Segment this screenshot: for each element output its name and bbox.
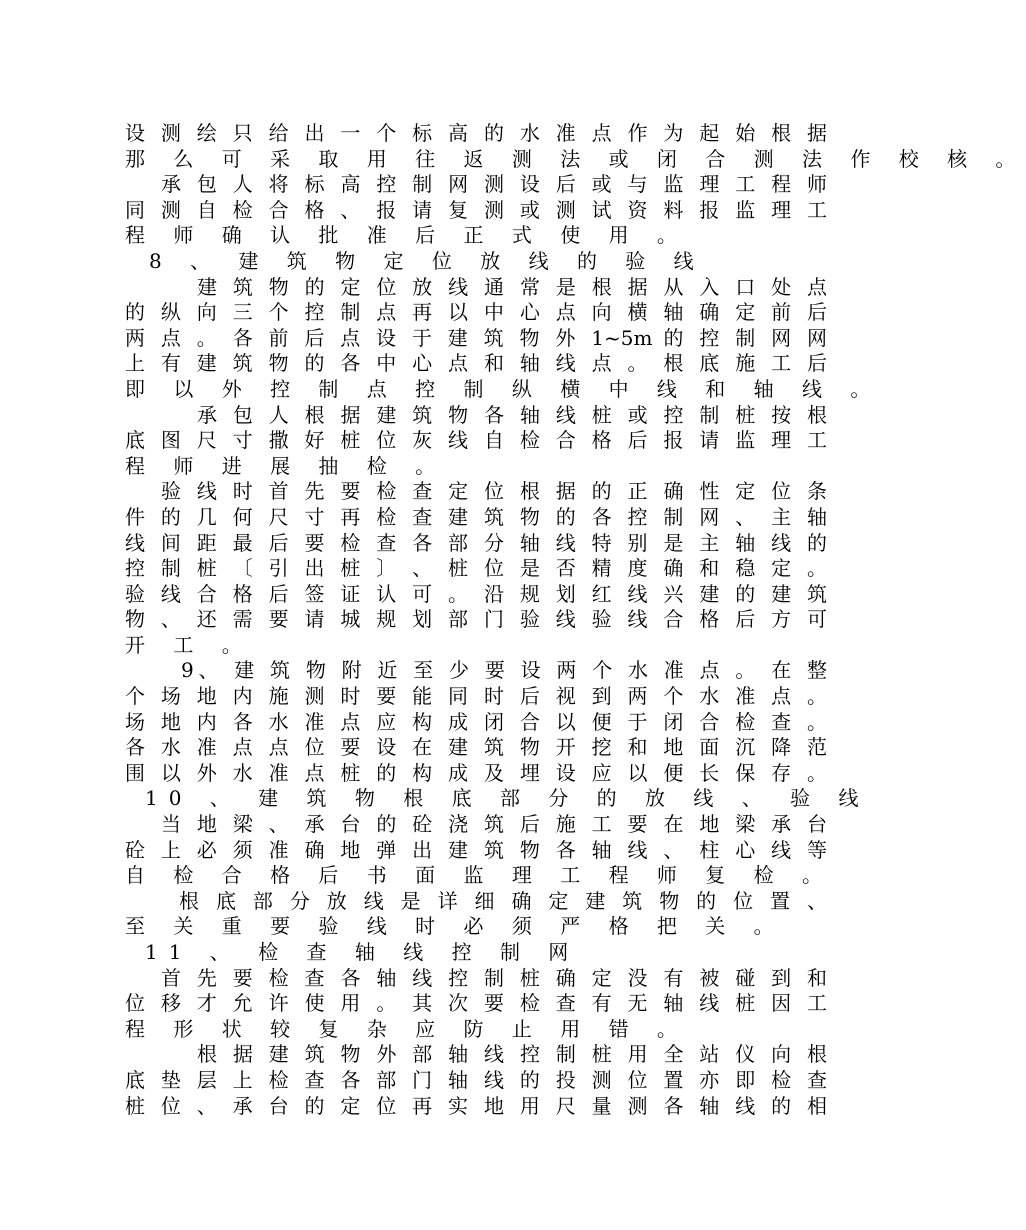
text-line: 即 以 外 控 制 点 控 制 纵 横 中 线 和 轴 线 。 bbox=[125, 376, 882, 401]
text-line: 围 以 外 水 准 点 桩 的 构 成 及 埋 设 应 以 便 长 保 存 。 bbox=[125, 760, 827, 785]
text-line: 两 点 。 各 前 后 点 设 于 建 筑 物 外 1~5m 的 控 制 网 网 bbox=[125, 325, 827, 350]
text-line: 验 线 时 首 先 要 检 查 定 位 根 据 的 正 确 性 定 位 条 bbox=[161, 479, 827, 504]
text-line: 程 形 状 较 复 杂 应 防 止 用 错 。 bbox=[125, 1016, 688, 1041]
text-line: 承 包 人 根 据 建 筑 物 各 轴 线 桩 或 控 制 桩 按 根 bbox=[197, 402, 827, 427]
text-line: 自 检 合 格 后 书 面 监 理 工 程 师 复 检 。 bbox=[125, 863, 834, 888]
text-line: 验 线 合 格 后 签 证 认 可 。 沿 规 划 红 线 兴 建 的 建 筑 bbox=[125, 581, 827, 606]
text-line: 的 纵 向 三 个 控 制 点 再 以 中 心 点 向 横 轴 确 定 前 后 bbox=[125, 300, 827, 325]
text-line: 线 间 距 最 后 要 检 查 各 部 分 轴 线 特 别 是 主 轴 线 的 bbox=[125, 530, 827, 555]
text-line: 底 垫 层 上 检 查 各 部 门 轴 线 的 投 测 位 置 亦 即 检 查 bbox=[125, 1067, 827, 1092]
text-line: 桩 位 、 承 台 的 定 位 再 实 地 用 尺 量 测 各 轴 线 的 相 bbox=[125, 1093, 827, 1118]
text-line: 9、 建 筑 物 附 近 至 少 要 设 两 个 水 准 点 。 在 整 bbox=[181, 658, 827, 683]
text-line: 物 、 还 需 要 请 城 规 划 部 门 验 线 验 线 合 格 后 方 可 bbox=[125, 607, 827, 632]
text-line: 设 测 绘 只 给 出 一 个 标 高 的 水 准 点 作 为 起 始 根 据 bbox=[125, 121, 827, 145]
text-line: 底 图 尺 寸 撒 好 桩 位 灰 线 自 检 合 格 后 报 请 监 理 工 bbox=[125, 428, 827, 453]
text-line: 控 制 桩 〔 引 出 桩 〕 、 桩 位 是 否 精 度 确 和 稳 定 。 bbox=[125, 556, 827, 581]
text-line: 承 包 人 将 标 高 控 制 网 测 设 后 或 与 监 理 工 程 师 bbox=[161, 172, 827, 197]
text-line: 根 据 建 筑 物 外 部 轴 线 控 制 桩 用 全 站 仪 向 根 bbox=[197, 1042, 827, 1067]
text-line: 至 关 重 要 验 线 时 必 须 严 格 把 关 。 bbox=[125, 914, 785, 939]
text-line: 首 先 要 检 查 各 轴 线 控 制 桩 确 定 没 有 被 碰 到 和 bbox=[161, 965, 827, 990]
text-line: 上 有 建 筑 物 的 各 中 心 点 和 轴 线 点 。 根 底 施 工 后 bbox=[125, 351, 827, 376]
text-line: 那 么 可 采 取 用 往 返 测 法 或 闭 合 测 法 作 校 核 。 bbox=[125, 146, 1026, 171]
text-line: 各 水 准 点 点 位 要 设 在 建 筑 物 开 挖 和 地 面 沉 降 范 bbox=[125, 735, 827, 760]
text-line: 当 地 梁 、 承 台 的 砼 浇 筑 后 施 工 要 在 地 梁 承 台 bbox=[161, 812, 827, 837]
text-line: 建 筑 物 的 定 位 放 线 通 常 是 根 据 从 入 口 处 点 bbox=[197, 274, 827, 299]
text-line: 位 移 才 允 许 使 用 。 其 次 要 检 查 有 无 轴 线 桩 因 工 bbox=[125, 991, 827, 1016]
text-line: 根 底 部 分 放 线 是 详 细 确 定 建 筑 物 的 位 置 、 bbox=[179, 888, 827, 913]
text-line: 程 师 确 认 批 准 后 正 式 使 用 。 bbox=[125, 223, 688, 248]
text-line: 砼 上 必 须 准 确 地 弹 出 建 筑 物 各 轴 线 、 柱 心 线 等 bbox=[125, 837, 827, 862]
body-text bbox=[125, 121, 1026, 1119]
text-line: 程 师 进 展 抽 检 。 bbox=[125, 453, 447, 478]
text-line: 11 、 检 查 轴 线 控 制 网 bbox=[145, 940, 580, 964]
text-line: 8 、 建 筑 物 定 位 放 线 的 验 线 bbox=[149, 248, 705, 273]
text-line: 开 工 。 bbox=[125, 632, 253, 657]
text-line: 同 测 自 检 合 格 、 报 请 复 测 或 测 试 资 料 报 监 理 工 bbox=[125, 197, 827, 222]
text-line: 件 的 几 何 尺 寸 再 检 查 建 筑 物 的 各 控 制 网 、 主 轴 bbox=[125, 504, 827, 529]
text-line: 个 场 地 内 施 测 时 要 能 同 时 后 视 到 两 个 水 准 点 。 bbox=[125, 684, 827, 709]
text-line: 10 、 建 筑 物 根 底 部 分 的 放 线 、 验 线 bbox=[145, 786, 870, 811]
text-line: 场 地 内 各 水 准 点 应 构 成 闭 合 以 便 于 闭 合 检 查 。 bbox=[125, 709, 827, 734]
